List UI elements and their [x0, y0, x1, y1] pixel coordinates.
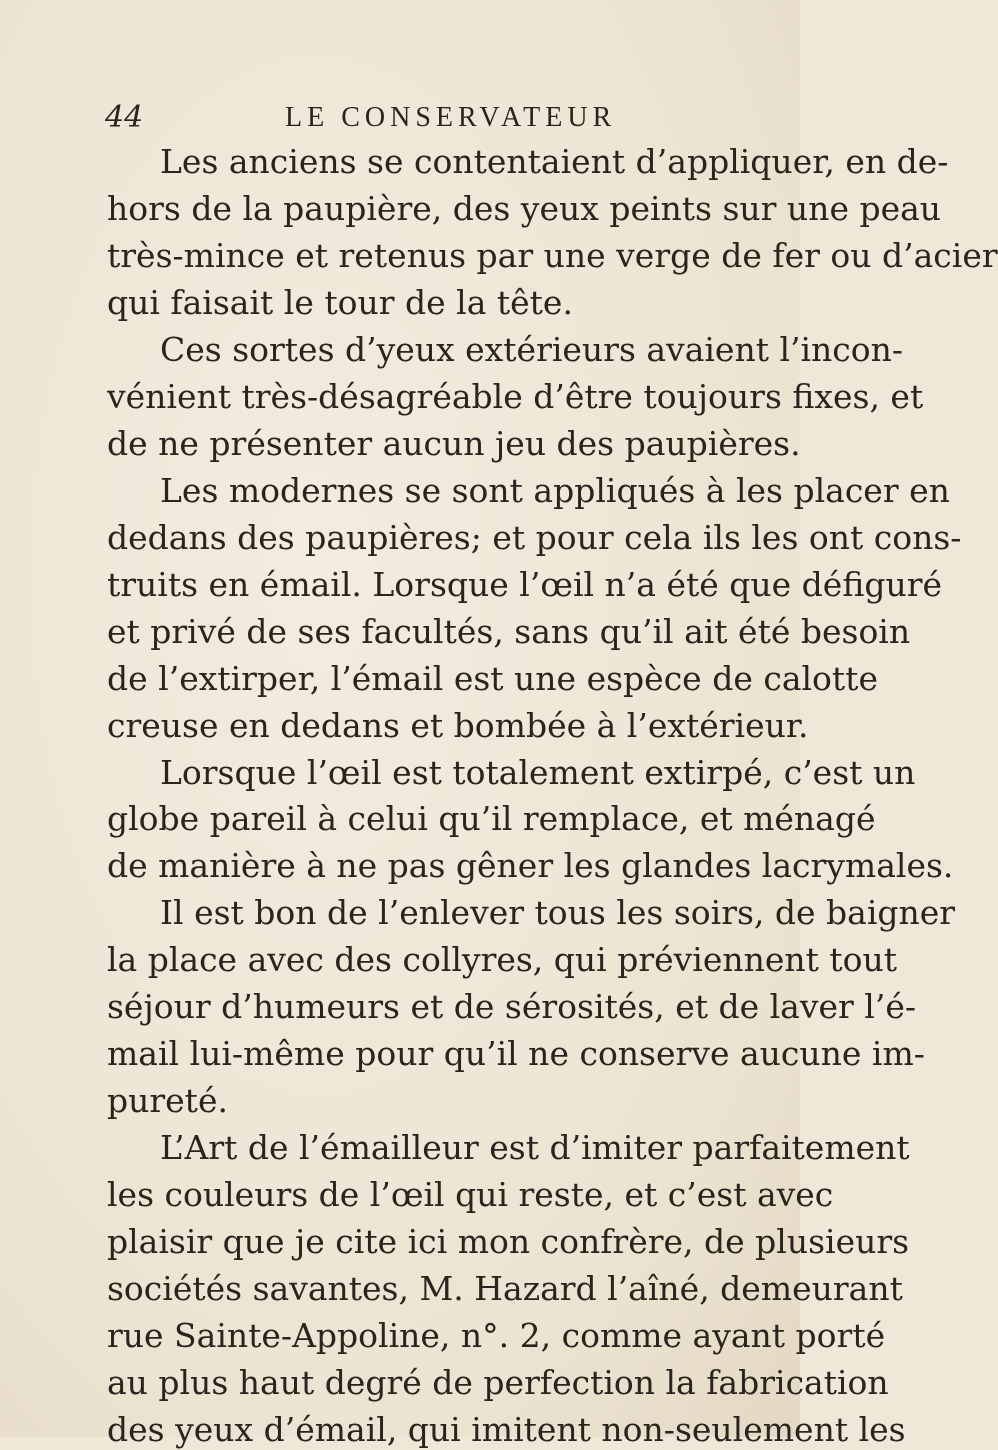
text-line: qui faisait le tour de la tête.: [107, 283, 573, 322]
text-line: très-mince et retenus par une verge de fer ou d’acier: [107, 236, 998, 275]
text-line: au plus haut degré de perfection la fabrication: [107, 1363, 889, 1402]
text-line: et privé de ses facultés, sans qu’il ait été besoin: [107, 612, 911, 651]
text-line: Il est bon de l’enlever tous les soirs, de baigner: [160, 893, 956, 932]
text-line: dedans des paupières; et pour cela ils les ont cons-: [107, 518, 962, 557]
text-line: hors de la paupière, des yeux peints sur une peau: [107, 189, 942, 228]
text-line: globe pareil à celui qu’il remplace, et ménagé: [107, 799, 876, 838]
text-line: les couleurs de l’œil qui reste, et c’est avec: [107, 1175, 834, 1214]
text-line: rue Sainte-Appoline, n°. 2, comme ayant porté: [107, 1316, 886, 1355]
text-line: mail lui-même pour qu’il ne conserve aucune im-: [107, 1034, 925, 1073]
text-line: truits en émail. Lorsque l’œil n’a été que défiguré: [107, 565, 943, 604]
text-line: de manière à ne pas gêner les glandes lacrymales.: [107, 846, 954, 885]
page-header: [105, 100, 745, 140]
text-line: Ces sortes d’yeux extérieurs avaient l’incon-: [160, 330, 904, 369]
text-line: la place avec des collyres, qui préviennent tout: [107, 940, 898, 979]
text-line: Les anciens se contentaient d’appliquer, en de-: [160, 142, 949, 181]
text-line: Lorsque l’œil est totalement extirpé, c’est un: [160, 753, 916, 792]
text-line: vénient très-désagréable d’être toujours fixes, et: [107, 377, 924, 416]
page-number: 44: [105, 100, 144, 135]
text-line: pureté.: [107, 1081, 228, 1120]
text-line: plaisir que je cite ici mon confrère, de plusieurs: [107, 1222, 910, 1261]
text-line: sociétés savantes, M. Hazard l’aîné, demeurant: [107, 1269, 903, 1308]
text-line: des yeux d’émail, qui imitent non-seulement les: [107, 1410, 906, 1449]
text-line: de ne présenter aucun jeu des paupières.: [107, 424, 801, 463]
text-line: L’Art de l’émailleur est d’imiter parfaitement: [160, 1128, 910, 1167]
text-line: creuse en dedans et bombée à l’extérieur.: [107, 706, 809, 745]
text-line: de l’extirper, l’émail est une espèce de calotte: [107, 659, 878, 698]
text-line: séjour d’humeurs et de sérosités, et de laver l’é-: [107, 987, 917, 1026]
running-title: LE CONSERVATEUR: [285, 102, 617, 133]
text-line: Les modernes se sont appliqués à les placer en: [160, 471, 950, 510]
